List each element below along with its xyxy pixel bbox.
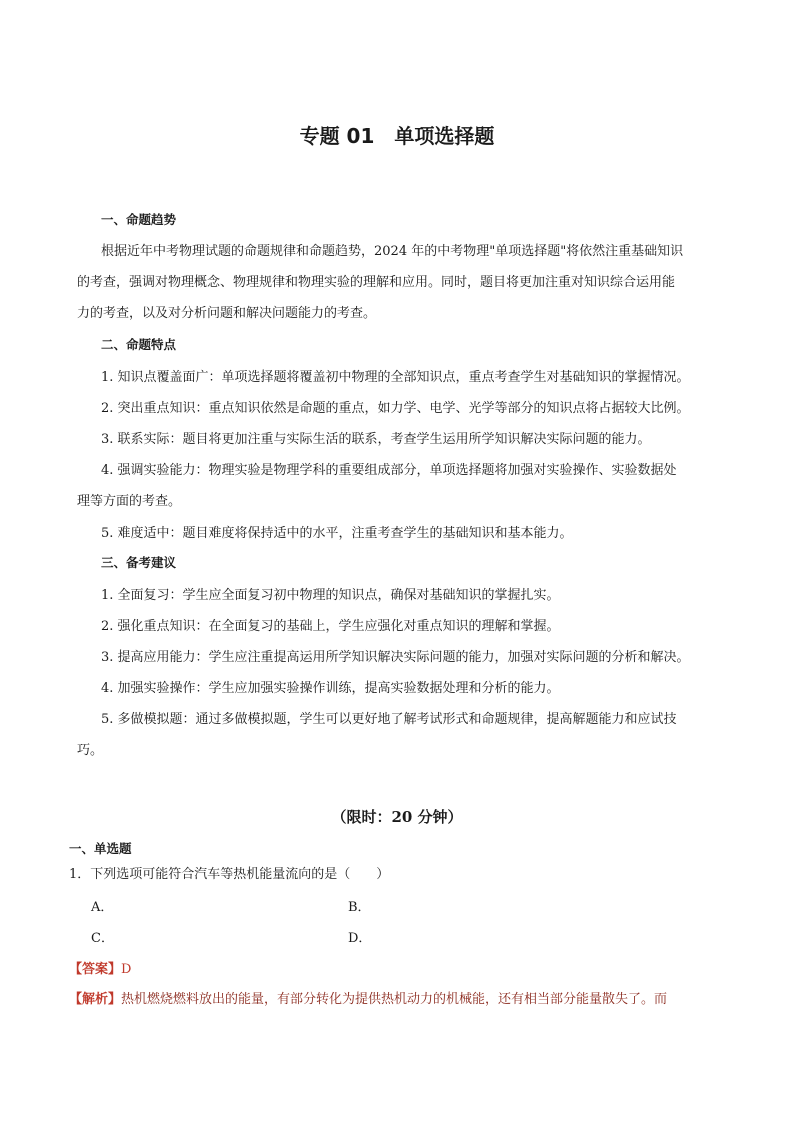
feature-item-5: 5. 难度适中：题目难度将保持适中的水平，注重考查学生的基础知识和基本能力。 [101, 526, 573, 541]
page-title-part1: 专题 01 [299, 124, 375, 148]
question-1: 1．下列选项可能符合汽车等热机能量流向的是（ ） [69, 867, 390, 882]
exercise-section-heading: 一、单选题 [69, 841, 132, 856]
section-heading-advice: 三、备考建议 [101, 555, 177, 570]
time-limit: （限时：20 分钟） [331, 808, 463, 826]
answer-value: D [121, 962, 132, 977]
advice-item-2: 2. 强化重点知识：在全面复习的基础上，学生应强化对重点知识的理解和掌握。 [101, 619, 560, 634]
answer-tag: 【答案】 [69, 962, 122, 977]
feature-item-4: 4. 强调实验能力：物理实验是物理学科的重要组成部分，单项选择题将加强对实验操作、实验数据处 [101, 463, 677, 478]
page-title [0, 120, 794, 149]
option-a: A． [91, 900, 114, 915]
trend-line-2: 的考查，强调对物理概念、物理规律和物理实验的理解和应用。同时，题目将更加注重对知识综合运用能 [77, 275, 676, 290]
trend-line-1: 根据近年中考物理试题的命题规律和命题趋势，2024 年的中考物理"单项选择题"将依然注重基础知识 [101, 244, 684, 259]
section-heading-features: 二、命题特点 [101, 337, 177, 352]
option-b: B． [348, 900, 371, 915]
feature-item-3: 3. 联系实际：题目将更加注重与实际生活的联系，考查学生运用所学知识解决实际问题的能力。 [101, 432, 651, 447]
feature-item-2: 2. 突出重点知识：重点知识依然是命题的重点，如力学、电学、光学等部分的知识点将占据较大比例。 [101, 401, 690, 416]
trend-line-3: 力的考查，以及对分析问题和解决问题能力的考查。 [77, 306, 377, 321]
analysis-text: 热机燃烧燃料放出的能量，有部分转化为提供热机动力的机械能，还有相当部分能量散失了。而 [121, 992, 668, 1007]
advice-item-1: 1. 全面复习：学生应全面复习初中物理的知识点，确保对基础知识的掌握扎实。 [101, 588, 560, 603]
option-d: D． [348, 931, 372, 946]
feature-item-4-cont: 理等方面的考查。 [77, 494, 182, 509]
option-c: C． [91, 931, 114, 946]
analysis-line [69, 988, 667, 1007]
advice-item-5: 5. 多做模拟题：通过多做模拟题，学生可以更好地了解考试形式和命题规律，提高解题能力和应试技 [101, 712, 677, 727]
advice-item-5-cont: 巧。 [77, 743, 104, 758]
advice-item-3: 3. 提高应用能力：学生应注重提高运用所学知识解决实际问题的能力，加强对实际问题的分析和解决。 [101, 650, 690, 665]
answer-line [69, 958, 131, 977]
section-heading-trend: 一、命题趋势 [101, 212, 177, 227]
feature-item-1: 1. 知识点覆盖面广：单项选择题将覆盖初中物理的全部知识点，重点考查学生对基础知识的掌握情况。 [101, 370, 690, 385]
analysis-tag: 【解析】 [69, 992, 122, 1007]
advice-item-4: 4. 加强实验操作：学生应加强实验操作训练，提高实验数据处理和分析的能力。 [101, 681, 560, 696]
page-title-part2: 单项选择题 [394, 124, 495, 148]
